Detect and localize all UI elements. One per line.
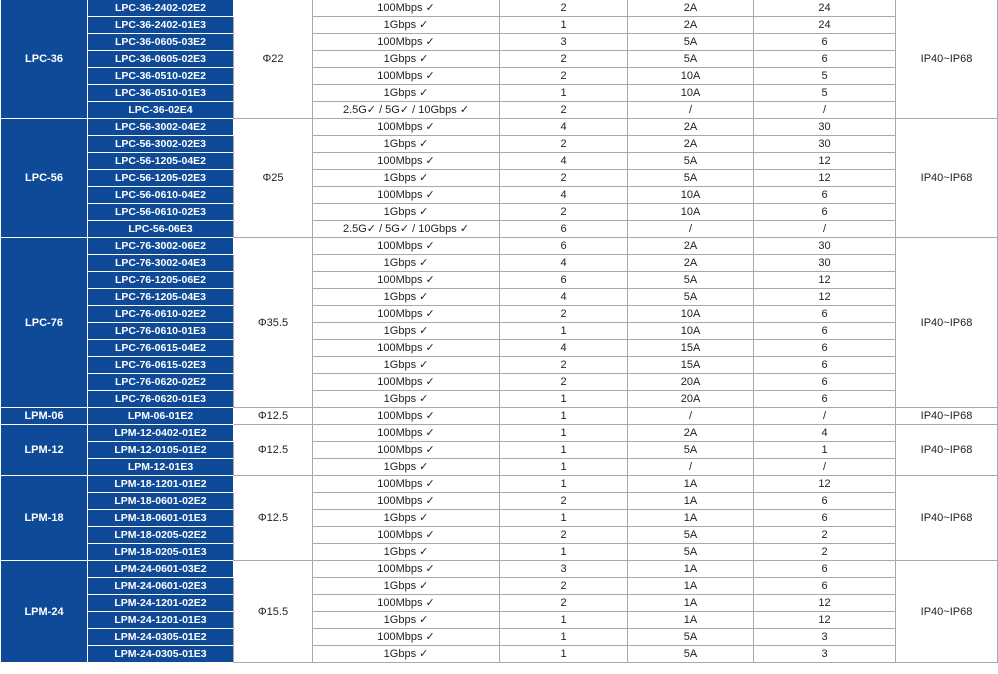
model-cell: LPC-76-0615-02E3 [88,357,234,374]
voltage-cell: 2 [754,544,896,561]
model-cell: LPM-18-0601-01E3 [88,510,234,527]
voltage-cell: 6 [754,306,896,323]
model-cell: LPC-76-1205-04E3 [88,289,234,306]
current-cell: 20A [628,374,754,391]
voltage-cell: / [754,408,896,425]
count-cell: 1 [500,646,628,663]
count-cell: 4 [500,340,628,357]
voltage-cell: 6 [754,493,896,510]
voltage-cell: 30 [754,136,896,153]
current-cell: 5A [628,153,754,170]
voltage-cell: / [754,459,896,476]
table-row [1,255,998,272]
model-cell: LPC-76-0610-01E3 [88,323,234,340]
table-row [1,238,998,255]
diameter-cell: Φ15.5 [234,561,313,663]
series-cell: LPC-36 [1,0,88,119]
speed-cell: 100Mbps ✓ [313,629,500,646]
voltage-cell: 6 [754,578,896,595]
table-row [1,306,998,323]
count-cell: 4 [500,255,628,272]
model-cell: LPC-76-0620-02E2 [88,374,234,391]
voltage-cell: 12 [754,289,896,306]
table-row [1,153,998,170]
count-cell: 1 [500,629,628,646]
speed-cell: 1Gbps ✓ [313,391,500,408]
model-cell: LPM-12-01E3 [88,459,234,476]
voltage-cell: 6 [754,374,896,391]
voltage-cell: 6 [754,187,896,204]
model-cell: LPC-76-3002-06E2 [88,238,234,255]
current-cell: 1A [628,476,754,493]
speed-cell: 100Mbps ✓ [313,374,500,391]
current-cell: 5A [628,272,754,289]
count-cell: 6 [500,238,628,255]
speed-cell: 100Mbps ✓ [313,187,500,204]
voltage-cell: 12 [754,272,896,289]
table-row [1,527,998,544]
current-cell: 5A [628,51,754,68]
diameter-cell: Φ35.5 [234,238,313,408]
model-cell: LPM-12-0105-01E2 [88,442,234,459]
ip-rating-cell: IP40~IP68 [896,476,998,561]
speed-cell: 1Gbps ✓ [313,510,500,527]
count-cell: 2 [500,136,628,153]
table-row [1,612,998,629]
count-cell: 2 [500,527,628,544]
speed-cell: 100Mbps ✓ [313,476,500,493]
count-cell: 6 [500,272,628,289]
series-cell: LPM-24 [1,561,88,663]
current-cell: 2A [628,119,754,136]
diameter-cell: Φ22 [234,0,313,119]
voltage-cell: / [754,102,896,119]
voltage-cell: 12 [754,153,896,170]
voltage-cell: 5 [754,68,896,85]
model-cell: LPC-36-0510-01E3 [88,85,234,102]
current-cell: 10A [628,204,754,221]
table-row [1,17,998,34]
table-row [1,357,998,374]
diameter-cell: Φ12.5 [234,425,313,476]
speed-cell: 1Gbps ✓ [313,323,500,340]
speed-cell: 1Gbps ✓ [313,170,500,187]
speed-cell: 1Gbps ✓ [313,204,500,221]
voltage-cell: 6 [754,204,896,221]
current-cell: 1A [628,561,754,578]
count-cell: 2 [500,595,628,612]
current-cell: 10A [628,323,754,340]
model-cell: LPM-18-0601-02E2 [88,493,234,510]
current-cell: 2A [628,136,754,153]
table-row [1,442,998,459]
speed-cell: 1Gbps ✓ [313,51,500,68]
model-cell: LPC-36-02E4 [88,102,234,119]
voltage-cell: 24 [754,0,896,17]
series-cell: LPC-56 [1,119,88,238]
voltage-cell: 12 [754,595,896,612]
count-cell: 2 [500,306,628,323]
current-cell: 15A [628,357,754,374]
voltage-cell: 6 [754,391,896,408]
table-row [1,340,998,357]
table-row [1,544,998,561]
current-cell: 2A [628,255,754,272]
table-row [1,408,998,425]
series-cell: LPM-12 [1,425,88,476]
voltage-cell: 6 [754,51,896,68]
voltage-cell: 6 [754,340,896,357]
count-cell: 1 [500,544,628,561]
current-cell: 5A [628,170,754,187]
count-cell: 1 [500,323,628,340]
current-cell: 10A [628,85,754,102]
count-cell: 2 [500,170,628,187]
model-cell: LPM-12-0402-01E2 [88,425,234,442]
current-cell: / [628,459,754,476]
speed-cell: 100Mbps ✓ [313,340,500,357]
page-bottom-edge [0,670,998,674]
voltage-cell: 5 [754,85,896,102]
speed-cell: 1Gbps ✓ [313,459,500,476]
diameter-cell: Φ25 [234,119,313,238]
table-row [1,595,998,612]
speed-cell: 2.5G✓ / 5G✓ / 10Gbps ✓ [313,221,500,238]
table-row [1,187,998,204]
count-cell: 1 [500,510,628,527]
table-row [1,323,998,340]
table-row [1,119,998,136]
table-row [1,204,998,221]
table-row [1,391,998,408]
table-row [1,51,998,68]
count-cell: 1 [500,85,628,102]
table-row [1,34,998,51]
ip-rating-cell: IP40~IP68 [896,561,998,663]
voltage-cell: 6 [754,34,896,51]
series-cell: LPC-76 [1,238,88,408]
speed-cell: 100Mbps ✓ [313,272,500,289]
model-cell: LPM-18-0205-01E3 [88,544,234,561]
current-cell: 10A [628,306,754,323]
current-cell: 1A [628,510,754,527]
current-cell: 2A [628,425,754,442]
count-cell: 1 [500,17,628,34]
current-cell: 2A [628,17,754,34]
model-cell: LPM-24-1201-01E3 [88,612,234,629]
model-cell: LPM-18-1201-01E2 [88,476,234,493]
voltage-cell: 1 [754,442,896,459]
speed-cell: 100Mbps ✓ [313,561,500,578]
model-cell: LPM-24-1201-02E2 [88,595,234,612]
table-row [1,136,998,153]
model-cell: LPC-56-06E3 [88,221,234,238]
count-cell: 6 [500,221,628,238]
voltage-cell: 30 [754,255,896,272]
model-cell: LPC-76-0615-04E2 [88,340,234,357]
speed-cell: 100Mbps ✓ [313,0,500,17]
ip-rating-cell: IP40~IP68 [896,425,998,476]
count-cell: 4 [500,187,628,204]
model-cell: LPM-18-0205-02E2 [88,527,234,544]
series-cell: LPM-06 [1,408,88,425]
current-cell: 5A [628,646,754,663]
current-cell: 1A [628,612,754,629]
speed-cell: 1Gbps ✓ [313,289,500,306]
count-cell: 2 [500,374,628,391]
model-cell: LPM-24-0305-01E3 [88,646,234,663]
model-cell: LPC-56-0610-02E3 [88,204,234,221]
table-row [1,425,998,442]
table-row [1,221,998,238]
table-row [1,459,998,476]
count-cell: 1 [500,391,628,408]
model-cell: LPC-56-3002-04E2 [88,119,234,136]
voltage-cell: 6 [754,323,896,340]
speed-cell: 100Mbps ✓ [313,68,500,85]
table-row [1,493,998,510]
voltage-cell: 3 [754,646,896,663]
model-cell: LPC-56-3002-02E3 [88,136,234,153]
speed-cell: 1Gbps ✓ [313,612,500,629]
count-cell: 1 [500,408,628,425]
speed-cell: 100Mbps ✓ [313,595,500,612]
speed-cell: 100Mbps ✓ [313,238,500,255]
current-cell: 5A [628,442,754,459]
voltage-cell: 6 [754,510,896,527]
current-cell: 5A [628,289,754,306]
table-row [1,646,998,663]
model-cell: LPM-24-0305-01E2 [88,629,234,646]
model-cell: LPC-36-2402-01E3 [88,17,234,34]
spec-table-body [1,0,998,663]
current-cell: 5A [628,629,754,646]
current-cell: 5A [628,544,754,561]
count-cell: 2 [500,68,628,85]
speed-cell: 100Mbps ✓ [313,408,500,425]
table-row [1,289,998,306]
model-cell: LPC-76-0620-01E3 [88,391,234,408]
count-cell: 1 [500,442,628,459]
voltage-cell: 12 [754,476,896,493]
count-cell: 2 [500,493,628,510]
current-cell: 5A [628,34,754,51]
speed-cell: 1Gbps ✓ [313,136,500,153]
count-cell: 1 [500,612,628,629]
speed-cell: 1Gbps ✓ [313,544,500,561]
current-cell: 10A [628,68,754,85]
count-cell: 2 [500,102,628,119]
model-cell: LPC-36-0510-02E2 [88,68,234,85]
table-row [1,561,998,578]
current-cell: / [628,408,754,425]
voltage-cell: 30 [754,119,896,136]
speed-cell: 100Mbps ✓ [313,527,500,544]
speed-cell: 1Gbps ✓ [313,85,500,102]
model-cell: LPM-06-01E2 [88,408,234,425]
voltage-cell: 6 [754,357,896,374]
current-cell: 10A [628,187,754,204]
speed-cell: 100Mbps ✓ [313,119,500,136]
ip-rating-cell: IP40~IP68 [896,238,998,408]
voltage-cell: 2 [754,527,896,544]
voltage-cell: 3 [754,629,896,646]
ip-rating-cell: IP40~IP68 [896,0,998,119]
ip-rating-cell: IP40~IP68 [896,408,998,425]
count-cell: 2 [500,578,628,595]
current-cell: 1A [628,493,754,510]
model-cell: LPC-76-0610-02E2 [88,306,234,323]
speed-cell: 2.5G✓ / 5G✓ / 10Gbps ✓ [313,102,500,119]
speed-cell: 100Mbps ✓ [313,306,500,323]
count-cell: 3 [500,561,628,578]
current-cell: / [628,221,754,238]
voltage-cell: 30 [754,238,896,255]
model-cell: LPC-56-1205-02E3 [88,170,234,187]
table-row [1,0,998,17]
series-cell: LPM-18 [1,476,88,561]
model-cell: LPM-24-0601-02E3 [88,578,234,595]
count-cell: 2 [500,357,628,374]
voltage-cell: 4 [754,425,896,442]
speed-cell: 1Gbps ✓ [313,17,500,34]
speed-cell: 100Mbps ✓ [313,493,500,510]
ip-rating-cell: IP40~IP68 [896,119,998,238]
voltage-cell: 6 [754,561,896,578]
table-row [1,629,998,646]
voltage-cell: 12 [754,170,896,187]
count-cell: 4 [500,289,628,306]
count-cell: 2 [500,0,628,17]
diameter-cell: Φ12.5 [234,408,313,425]
speed-cell: 100Mbps ✓ [313,34,500,51]
model-cell: LPC-56-0610-04E2 [88,187,234,204]
current-cell: 20A [628,391,754,408]
speed-cell: 100Mbps ✓ [313,442,500,459]
voltage-cell: 24 [754,17,896,34]
speed-cell: 1Gbps ✓ [313,357,500,374]
model-cell: LPC-36-2402-02E2 [88,0,234,17]
voltage-cell: / [754,221,896,238]
voltage-cell: 12 [754,612,896,629]
current-cell: 1A [628,578,754,595]
table-row [1,374,998,391]
count-cell: 1 [500,476,628,493]
current-cell: 5A [628,527,754,544]
model-cell: LPM-24-0601-03E2 [88,561,234,578]
table-row [1,476,998,493]
table-row [1,68,998,85]
count-cell: 2 [500,51,628,68]
speed-cell: 1Gbps ✓ [313,646,500,663]
count-cell: 4 [500,119,628,136]
model-cell: LPC-56-1205-04E2 [88,153,234,170]
table-row [1,85,998,102]
current-cell: 2A [628,238,754,255]
current-cell: / [628,102,754,119]
speed-cell: 100Mbps ✓ [313,153,500,170]
table-row [1,272,998,289]
count-cell: 2 [500,204,628,221]
table-row [1,102,998,119]
model-cell: LPC-36-0605-02E3 [88,51,234,68]
model-cell: LPC-36-0605-03E2 [88,34,234,51]
model-cell: LPC-76-1205-06E2 [88,272,234,289]
speed-cell: 1Gbps ✓ [313,578,500,595]
speed-cell: 100Mbps ✓ [313,425,500,442]
model-cell: LPC-76-3002-04E3 [88,255,234,272]
count-cell: 4 [500,153,628,170]
current-cell: 2A [628,0,754,17]
count-cell: 1 [500,425,628,442]
speed-cell: 1Gbps ✓ [313,255,500,272]
table-row [1,170,998,187]
diameter-cell: Φ12.5 [234,476,313,561]
count-cell: 3 [500,34,628,51]
count-cell: 1 [500,459,628,476]
current-cell: 15A [628,340,754,357]
table-row [1,578,998,595]
table-row [1,510,998,527]
current-cell: 1A [628,595,754,612]
